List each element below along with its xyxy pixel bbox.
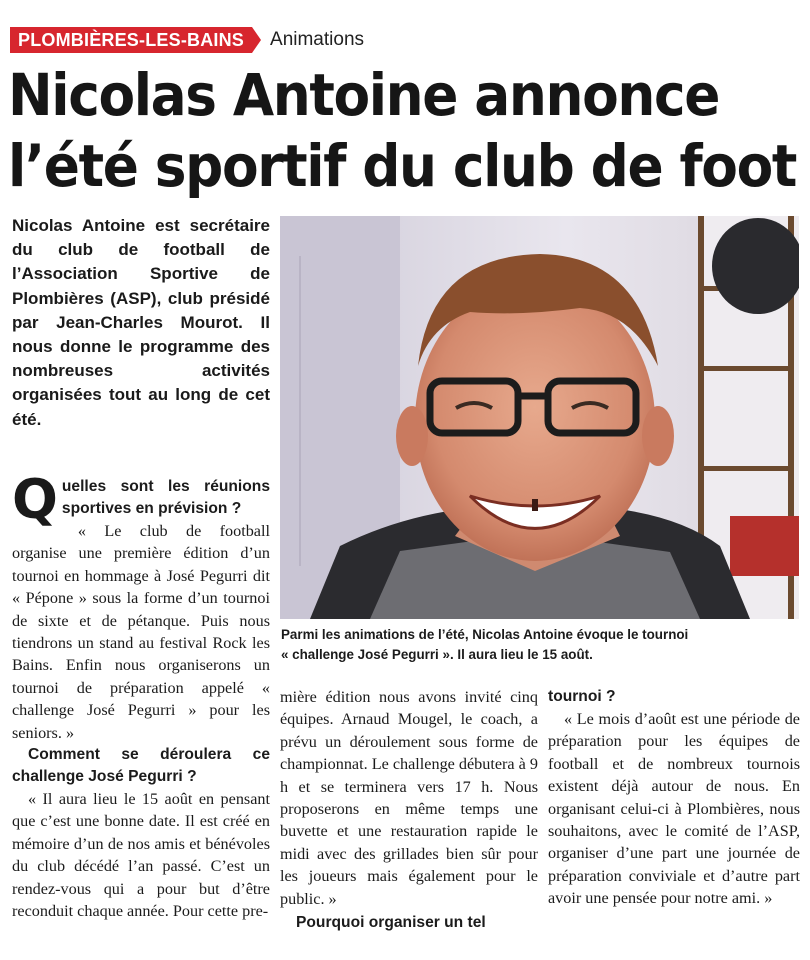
question-1-text: uelles sont les réunions sportives en prévision ? (61, 478, 270, 517)
answer-3: « Le mois d’août est une période de préparation pour les équipes de football et de nombreux tournois existent déjà autour de nous. En organisant celui-ci à Plombières, nous souhaitons, avec le comité de l’ASP, organiser d’une part une journée de préparation conviviale et d’autre part avoir une pensée pour notre ami. » (548, 710, 800, 908)
headline-line-2: l’été sportif du club de foot (8, 132, 796, 200)
question-1 (12, 468, 270, 531)
headline (8, 60, 796, 202)
headline-line-1: Nicolas Antoine annonce (8, 61, 720, 129)
portrait-photo-icon (280, 216, 799, 619)
question-2: Comment se déroulera ce challenge José Pegurri ? (12, 746, 270, 786)
article-column-1 (12, 468, 270, 923)
location-kicker: PLOMBIÈRES-LES-BAINS (10, 27, 252, 53)
answer-2-end: mière édition nous avons invité cinq équipes. Arnaud Mougel, le coach, a prévu un déroulement sous forme de championnat. Le challenge débutera à 9 h et se terminera vers 17 h. Nous proposerons en même temps une buvette et une restauration rapide le midi avec des grillades bien sûr pour les joueurs mais également pour le public. » (280, 688, 538, 908)
intro-paragraph: Nicolas Antoine est secrétaire du club de football de l’Association Sportive de Plombières (ASP), club présidé par Jean-Charles Mourot. Il nous donne le programme des nombreuses activités organisées tout au long de cet été. (12, 216, 270, 429)
article-column-3 (548, 686, 800, 910)
caption-line-1: Parmi les animations de l’été, Nicolas Antoine évoque le tournoi (281, 627, 689, 642)
drop-cap: Q (12, 468, 58, 531)
question-3-start: Pourquoi organiser un tel (296, 914, 486, 932)
article-column-2 (280, 686, 538, 934)
rubric-label: Animations (270, 29, 365, 50)
answer-2-start: « Il aura lieu le 15 août en pensant que c’est une bonne date. Il est créé en mémoire d’un de nos amis et bénévoles du club décédé l’an passé. C’est un rendez-vous qui a pour but d’être reconduit chaque année. Pour cette pre- (12, 790, 270, 921)
caption-line-2: « challenge José Pegurri ». Il aura lieu le 15 août. (281, 647, 593, 662)
section-header (10, 27, 364, 53)
photo-caption (281, 625, 801, 665)
question-3-end: tournoi ? (548, 688, 616, 705)
answer-1: « Le club de football organise une première édition d’un tournoi en hommage à José Pegurri dit « Pépone » sous la forme d’un tournoi de sixte et de pétanque. Puis nous tiendrons un stand au festival Rock les Bains. Enfin nous organiserons un tournoi de préparation appelé « challenge José Pegurri » pour les seniors. » (12, 522, 270, 742)
